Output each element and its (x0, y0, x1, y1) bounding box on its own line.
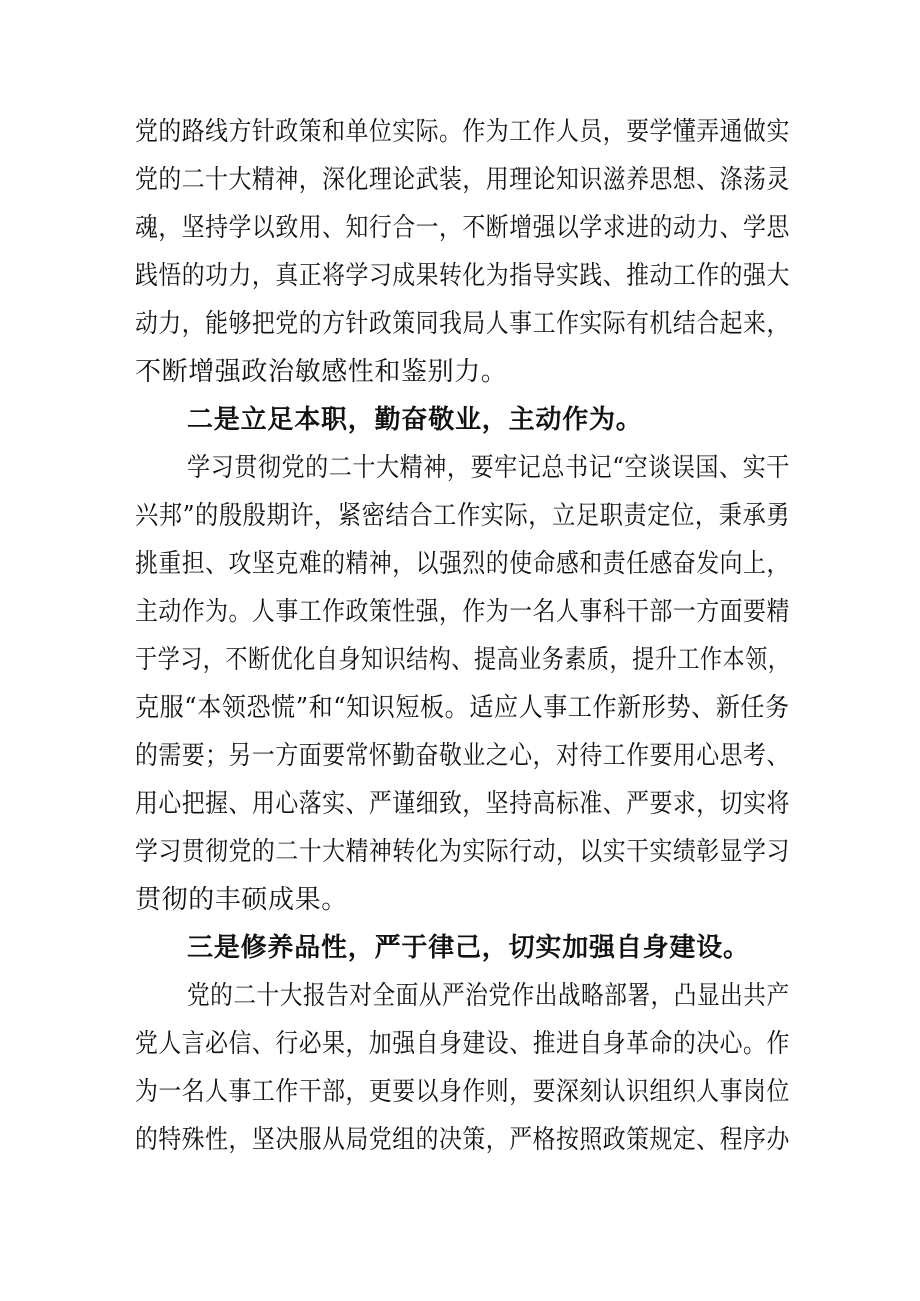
body-text-line: 主动作为。人事工作政策性强，作为一名人事科干部一方面要精 (135, 597, 790, 627)
body-text-line: 魂，坚持学以致用、知行合一，不断增强以学求进的动力、学思 (135, 213, 790, 243)
body-text-line: 党人言必信、行必果，加强自身建设、推进自身革命的决心。作 (135, 1029, 790, 1059)
section-heading-2: 二是立足本职，勤奋敬业，主动作为。 (187, 405, 643, 435)
body-text-line: 贯彻的丰硕成果。 (135, 885, 348, 915)
body-text-line: 兴邦”的殷殷期许，紧密结合工作实际，立足职责定位，秉承勇 (135, 501, 791, 531)
body-text-line: 于学习，不断优化自身知识结构、提高业务素质，提升工作本领， (135, 645, 791, 675)
body-text-line: 克服“本领恐慌”和“知识短板。适应人事工作新形势、新任务 (135, 693, 790, 723)
body-text-line: 为一名人事工作干部，更要以身作则，要深刻认识组织人事岗位 (135, 1077, 790, 1107)
body-text-line: 用心把握、用心落实、严谨细致，坚持高标准、严要求，切实将 (135, 789, 790, 819)
body-text-line: 党的二十大精神，深化理论武装，用理论知识滋养思想、涤荡灵 (135, 165, 790, 195)
body-text-line: 党的路线方针政策和单位实际。作为工作人员，要学懂弄通做实 (135, 117, 790, 147)
body-text-line: 动力，能够把党的方针政策同我局人事工作实际有机结合起来， (135, 309, 790, 339)
body-text-line: 践悟的功力，真正将学习成果转化为指导实践、推动工作的强大 (135, 261, 790, 291)
body-text-line: 不断增强政治敏感性和鉴别力。 (135, 357, 508, 387)
body-text-line: 学习贯彻党的二十大精神，要牢记总书记“空谈误国、实干 (187, 453, 790, 483)
body-text-line: 挑重担、攻坚克难的精神，以强烈的使命感和责任感奋发向上， (135, 549, 790, 579)
body-text-line: 学习贯彻党的二十大精神转化为实际行动，以实干实绩彰显学习 (135, 837, 790, 867)
section-heading-3: 三是修养品性，严于律己，切实加强自身建设。 (187, 933, 750, 963)
body-text-line: 的需要；另一方面要常怀勤奋敬业之心，对待工作要用心思考、 (135, 741, 790, 771)
body-text-line: 党的二十大报告对全面从严治党作出战略部署，凸显出共产 (187, 981, 790, 1011)
body-text-line: 的特殊性，坚决服从局党组的决策，严格按照政策规定、程序办 (135, 1125, 790, 1155)
